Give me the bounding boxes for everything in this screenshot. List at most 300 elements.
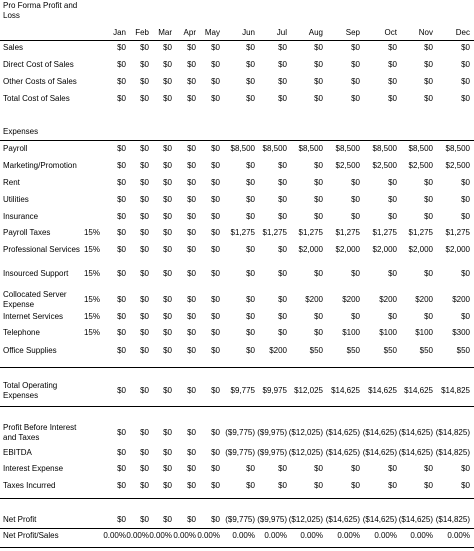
value-cell: $0 [246,295,255,304]
value-cell: $0 [211,481,220,490]
value-cell: $1,275 [372,228,397,237]
value-cell: $0 [187,464,196,473]
value-cell: $0 [117,245,126,254]
value-cell: $0 [163,228,172,237]
value-cell: $0 [187,144,196,153]
value-cell: $0 [140,228,149,237]
value-cell: $0 [246,464,255,473]
value-cell: 0.00% [447,531,470,540]
value-cell: $0 [163,312,172,321]
value-cell: $300 [452,328,470,337]
value-cell: $9,775 [230,386,255,395]
row-label: Total Cost of Sales [3,94,70,103]
value-cell: $0 [351,94,360,103]
value-cell: $14,625 [331,386,360,395]
row-label: Internet Services [3,312,64,321]
value-cell: $0 [140,60,149,69]
value-cell: $0 [211,448,220,457]
value-cell: $0 [187,77,196,86]
value-cell: $0 [424,178,433,187]
value-cell: $0 [140,346,149,355]
value-cell: $0 [163,94,172,103]
value-cell: $0 [163,77,172,86]
value-cell: ($9,975) [257,515,287,524]
value-cell: $100 [342,328,360,337]
row-label: Payroll [3,144,28,153]
value-cell: $0 [140,464,149,473]
value-cell: $0 [461,269,470,278]
value-cell: $0 [246,43,255,52]
value-cell: $0 [140,77,149,86]
value-cell: $0 [314,328,323,337]
value-cell: $0 [461,94,470,103]
row-divider [0,140,474,141]
value-cell: $0 [140,144,149,153]
value-cell: ($12,025) [288,515,323,524]
value-cell: $0 [314,464,323,473]
value-cell: $0 [424,212,433,221]
value-cell: $0 [388,60,397,69]
value-cell: $0 [388,212,397,221]
row-rate: 15% [83,228,100,237]
value-cell: $0 [187,212,196,221]
value-cell: $0 [117,195,126,204]
value-cell: $0 [163,295,172,304]
month-header-feb: Feb [135,28,149,37]
value-cell: $0 [140,195,149,204]
month-header-apr: Apr [183,28,196,37]
value-cell: $8,500 [335,144,360,153]
value-cell: $0 [163,195,172,204]
value-cell: $0 [140,161,149,170]
value-cell: $2,000 [335,245,360,254]
value-cell: 0.00% [300,531,323,540]
value-cell: 0.00% [126,531,149,540]
row-divider [0,406,474,407]
value-cell: $0 [424,77,433,86]
row-rate: 15% [83,328,100,337]
value-cell: $0 [140,43,149,52]
value-cell: $0 [351,77,360,86]
value-cell: $0 [278,195,287,204]
value-cell: $1,275 [298,228,323,237]
value-cell: $0 [246,195,255,204]
value-cell: 0.00% [173,531,196,540]
row-label: Telephone [3,328,40,337]
value-cell: ($14,625) [398,448,433,457]
row-label: Professional Services [3,245,80,254]
value-cell: $50 [456,346,470,355]
month-header-sep: Sep [345,28,360,37]
value-cell: $0 [117,144,126,153]
value-cell: 0.00% [264,531,287,540]
value-cell: $0 [187,448,196,457]
value-cell: $0 [140,269,149,278]
value-cell: ($14,625) [362,448,397,457]
value-cell: $0 [211,428,220,437]
value-cell: $0 [117,228,126,237]
value-cell: $0 [117,60,126,69]
row-rate: 15% [83,312,100,321]
value-cell: $8,500 [262,144,287,153]
value-cell: $0 [163,386,172,395]
value-cell: $1,275 [230,228,255,237]
value-cell: $0 [314,43,323,52]
value-cell: $0 [278,295,287,304]
value-cell: $0 [388,43,397,52]
value-cell: $0 [117,312,126,321]
value-cell: $0 [187,195,196,204]
value-cell: $0 [246,178,255,187]
value-cell: $0 [211,212,220,221]
value-cell: $0 [424,464,433,473]
value-cell: $0 [211,94,220,103]
value-cell: $0 [314,481,323,490]
value-cell: $0 [424,312,433,321]
value-cell: 0.00% [232,531,255,540]
value-cell: $14,625 [368,386,397,395]
value-cell: $0 [211,228,220,237]
value-cell: $0 [117,295,126,304]
value-cell: $0 [351,195,360,204]
value-cell: $0 [351,43,360,52]
value-cell: $0 [187,269,196,278]
value-cell: $0 [211,195,220,204]
value-cell: ($14,825) [435,448,470,457]
value-cell: $0 [424,195,433,204]
value-cell: $1,275 [445,228,470,237]
month-header-aug: Aug [308,28,323,37]
value-cell: $0 [424,60,433,69]
value-cell: $8,500 [230,144,255,153]
value-cell: ($9,775) [225,448,255,457]
value-cell: $0 [211,161,220,170]
value-cell: $0 [278,481,287,490]
value-cell: $8,500 [445,144,470,153]
value-cell: $0 [461,464,470,473]
value-cell: 0.00% [197,531,220,540]
value-cell: $0 [140,481,149,490]
value-cell: $0 [388,94,397,103]
row-divider [0,498,474,499]
value-cell: $0 [117,178,126,187]
value-cell: $0 [211,346,220,355]
value-cell: 0.00% [103,531,126,540]
value-cell: $0 [211,295,220,304]
value-cell: $0 [351,212,360,221]
value-cell: $0 [117,161,126,170]
value-cell: $0 [461,195,470,204]
value-cell: $0 [117,464,126,473]
value-cell: $0 [388,77,397,86]
value-cell: $0 [117,386,126,395]
value-cell: $2,000 [445,245,470,254]
value-cell: $14,825 [441,386,470,395]
value-cell: $0 [461,312,470,321]
value-cell: $0 [246,346,255,355]
value-cell: $0 [211,178,220,187]
value-cell: $2,500 [408,161,433,170]
value-cell: $0 [117,481,126,490]
value-cell: 0.00% [410,531,433,540]
row-rate: 15% [83,295,100,304]
value-cell: $50 [309,346,323,355]
row-label: Net Profit [3,515,37,524]
value-cell: $0 [187,346,196,355]
value-cell: $0 [187,428,196,437]
value-cell: $0 [278,464,287,473]
row-label: Sales [3,43,24,52]
value-cell: $0 [187,228,196,237]
value-cell: $0 [211,328,220,337]
row-divider [0,528,474,529]
value-cell: $12,025 [294,386,323,395]
value-cell: $2,000 [298,245,323,254]
value-cell: $0 [278,178,287,187]
value-cell: $0 [140,312,149,321]
value-cell: $0 [278,245,287,254]
value-cell: $0 [211,312,220,321]
value-cell: $0 [163,60,172,69]
value-cell: $0 [246,269,255,278]
month-header-jul: Jul [276,28,287,37]
value-cell: $0 [351,60,360,69]
value-cell: $0 [351,178,360,187]
value-cell: 0.00% [337,531,360,540]
value-cell: $0 [163,161,172,170]
value-cell: $0 [163,269,172,278]
value-cell: $0 [246,212,255,221]
value-cell: $0 [117,212,126,221]
value-cell: $0 [117,77,126,86]
value-cell: $1,275 [262,228,287,237]
value-cell: $0 [187,245,196,254]
value-cell: ($12,025) [288,448,323,457]
value-cell: $0 [246,481,255,490]
value-cell: $0 [461,60,470,69]
value-cell: $0 [351,464,360,473]
value-cell: $2,000 [408,245,433,254]
value-cell: $0 [211,464,220,473]
value-cell: $0 [388,481,397,490]
value-cell: $0 [314,178,323,187]
value-cell: $0 [117,515,126,524]
value-cell: $0 [163,346,172,355]
row-label: Expenses [3,127,39,136]
value-cell: $2,500 [335,161,360,170]
row-label: EBITDA [3,448,32,457]
value-cell: 0.00% [374,531,397,540]
value-cell: ($14,625) [362,428,397,437]
value-cell: $0 [278,60,287,69]
value-cell: $0 [163,481,172,490]
row-label: Total Operating Expenses [3,381,58,400]
value-cell: $0 [351,269,360,278]
value-cell: ($14,825) [435,428,470,437]
value-cell: $8,500 [298,144,323,153]
row-divider [0,367,474,368]
value-cell: $200 [305,295,323,304]
value-cell: $0 [351,312,360,321]
value-cell: $0 [140,212,149,221]
value-cell: $0 [187,515,196,524]
value-cell: $2,500 [372,161,397,170]
value-cell: $0 [314,269,323,278]
value-cell: $0 [314,161,323,170]
value-cell: $0 [278,212,287,221]
value-cell: $0 [388,312,397,321]
value-cell: $0 [424,43,433,52]
value-cell: $0 [424,481,433,490]
value-cell: ($9,775) [225,515,255,524]
value-cell: $0 [461,481,470,490]
value-cell: ($9,975) [257,448,287,457]
value-cell: $0 [314,60,323,69]
value-cell: $0 [117,269,126,278]
value-cell: $0 [211,386,220,395]
value-cell: $0 [388,464,397,473]
value-cell: ($14,625) [325,448,360,457]
value-cell: $0 [163,515,172,524]
row-label: Marketing/Promotion [3,161,77,170]
value-cell: $0 [278,94,287,103]
value-cell: $0 [388,178,397,187]
row-label: Collocated Server Expense [3,290,67,309]
value-cell: $0 [278,43,287,52]
row-label: Net Profit/Sales [3,531,59,540]
value-cell: ($14,625) [398,515,433,524]
row-label: Utilities [3,195,29,204]
value-cell: $0 [211,245,220,254]
value-cell: $0 [187,94,196,103]
value-cell: $0 [461,77,470,86]
value-cell: $100 [379,328,397,337]
value-cell: $0 [163,178,172,187]
value-cell: $200 [452,295,470,304]
value-cell: $0 [140,245,149,254]
value-cell: ($14,625) [398,428,433,437]
value-cell: $0 [211,144,220,153]
value-cell: $200 [269,346,287,355]
value-cell: $8,500 [372,144,397,153]
value-cell: $0 [140,448,149,457]
value-cell: $0 [246,77,255,86]
month-header-jun: Jun [242,28,255,37]
value-cell: $0 [388,269,397,278]
value-cell: $0 [163,245,172,254]
value-cell: $0 [140,295,149,304]
value-cell: $0 [187,481,196,490]
value-cell: $0 [187,60,196,69]
value-cell: $0 [163,328,172,337]
row-divider [0,40,474,41]
value-cell: $0 [314,195,323,204]
value-cell: $0 [163,144,172,153]
value-cell: $0 [278,312,287,321]
value-cell: $0 [140,328,149,337]
row-label: Payroll Taxes [3,228,51,237]
value-cell: $50 [419,346,433,355]
value-cell: $0 [211,43,220,52]
value-cell: $0 [211,515,220,524]
month-header-jan: Jan [113,28,126,37]
row-label: Profit Before Interest and Taxes [3,423,77,442]
row-label: Direct Cost of Sales [3,60,74,69]
value-cell: $1,275 [335,228,360,237]
value-cell: $0 [424,269,433,278]
row-divider [0,547,474,548]
value-cell: $0 [278,269,287,278]
row-label: Other Costs of Sales [3,77,77,86]
row-label: Office Supplies [3,346,57,355]
value-cell: ($12,025) [288,428,323,437]
month-header-mar: Mar [158,28,172,37]
value-cell: $0 [278,77,287,86]
value-cell: $0 [246,328,255,337]
value-cell: $0 [461,43,470,52]
value-cell: $14,625 [404,386,433,395]
value-cell: $100 [415,328,433,337]
row-label: Interest Expense [3,464,64,473]
value-cell: ($14,625) [325,428,360,437]
value-cell: $0 [163,448,172,457]
value-cell: $1,275 [408,228,433,237]
value-cell: $0 [117,328,126,337]
value-cell: $0 [246,161,255,170]
value-cell: $0 [461,212,470,221]
value-cell: $0 [117,346,126,355]
value-cell: $0 [117,448,126,457]
value-cell: $200 [342,295,360,304]
row-rate: 15% [83,269,100,278]
value-cell: $0 [187,312,196,321]
value-cell: $50 [383,346,397,355]
value-cell: $200 [415,295,433,304]
month-header-nov: Nov [418,28,433,37]
row-label: Rent [3,178,20,187]
row-rate: 15% [83,245,100,254]
value-cell: $0 [187,328,196,337]
value-cell: $0 [211,60,220,69]
value-cell: $0 [246,94,255,103]
value-cell: $0 [187,161,196,170]
value-cell: $0 [424,94,433,103]
value-cell: $0 [140,94,149,103]
value-cell: $0 [140,515,149,524]
value-cell: $0 [187,295,196,304]
value-cell: $0 [140,386,149,395]
value-cell: $0 [314,312,323,321]
value-cell: $0 [163,43,172,52]
value-cell: $200 [379,295,397,304]
value-cell: $2,000 [372,245,397,254]
value-cell: $0 [187,386,196,395]
value-cell: $0 [314,77,323,86]
value-cell: $0 [187,178,196,187]
value-cell: $0 [278,161,287,170]
value-cell: ($14,625) [362,515,397,524]
month-header-oct: Oct [384,28,397,37]
value-cell: $0 [117,43,126,52]
value-cell: $0 [140,428,149,437]
value-cell: $0 [351,481,360,490]
value-cell: $0 [163,212,172,221]
month-header-dec: Dec [455,28,470,37]
value-cell: ($9,775) [225,428,255,437]
value-cell: ($9,975) [257,428,287,437]
value-cell: $0 [246,60,255,69]
value-cell: $0 [246,245,255,254]
